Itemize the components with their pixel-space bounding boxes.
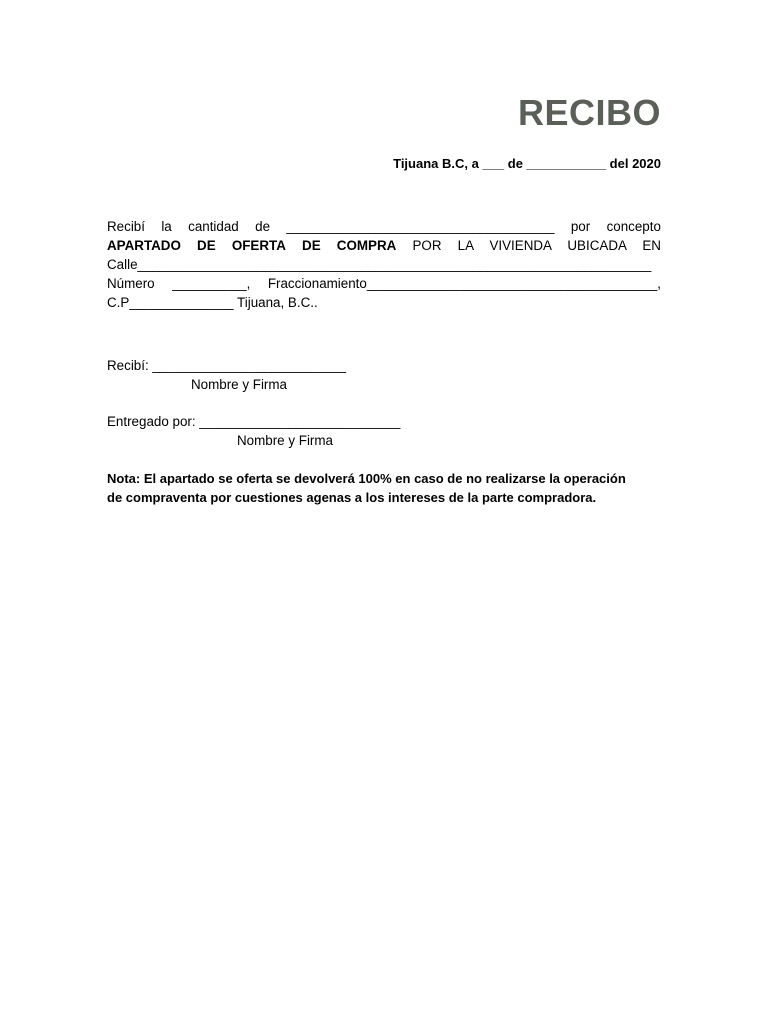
amount-blank: ____________________________________ [286,219,555,234]
word: LA [457,238,474,253]
word: por [570,219,591,234]
word: Recibí [107,219,145,234]
note-paragraph [107,469,661,507]
delivered-by-line: Entregado por: ___________________________ [107,414,401,429]
body-line-4 [107,274,661,293]
note-line-1: Nota: El apartado se oferta se devolverá 100% en caso de no realizarse la operación [107,471,626,486]
document-title: RECIBO [517,92,661,133]
receipt-body [107,217,661,312]
received-by-line: Recibí: __________________________ [107,358,347,373]
word: cantidad [188,219,239,234]
word: VIVIENDA [489,238,552,253]
bold-word: DE [302,238,321,253]
word: de [255,219,271,234]
bold-word: APARTADO [107,238,181,253]
word: la [161,219,172,234]
received-by-caption: Nombre y Firma [191,377,287,392]
bold-word: OFERTA [231,238,286,253]
body-line-2 [107,236,661,255]
subdivision-blank: Fraccionamiento_______________________________________, [267,276,661,291]
bold-word: DE [197,238,216,253]
bold-word: COMPRA [336,238,397,253]
body-line-3-street: Calle_____________________________________________________________________ [107,257,652,272]
word: POR [412,238,442,253]
word: Número [107,276,155,291]
place-date-line: Tijuana B.C, a ___ de ___________ del 2020 [393,156,661,171]
word: concepto [606,219,661,234]
delivered-by-caption: Nombre y Firma [237,433,333,448]
note-line-2: de compraventa por cuestiones agenas a los intereses de la parte compradora. [107,490,597,505]
word: EN [642,238,661,253]
body-line-5-postal: C.P______________ Tijuana, B.C.. [107,295,318,310]
number-blank: __________, [172,276,251,291]
word: UBICADA [567,238,627,253]
body-line-1 [107,217,661,236]
